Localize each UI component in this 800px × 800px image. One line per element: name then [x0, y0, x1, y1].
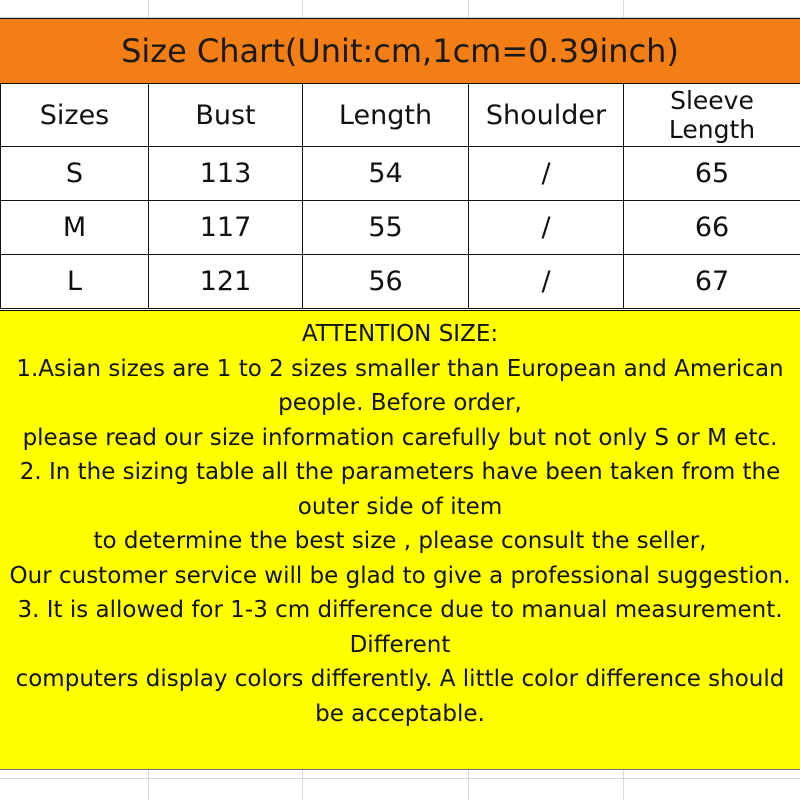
notice-line: Our customer service will be glad to give a professional suggestion.: [9, 562, 791, 589]
size-table: [0, 83, 800, 309]
cell-size: M: [1, 201, 149, 255]
notice-line: 1.Asian sizes are 1 to 2 sizes smaller than European and American: [16, 355, 784, 382]
cell-shoulder: /: [469, 147, 624, 201]
attention-heading: ATTENTION SIZE:: [301, 321, 499, 347]
table-row: [1, 147, 800, 201]
cell-sleeve-length: 67: [624, 255, 800, 309]
cell-length: 54: [303, 147, 469, 201]
header-bust: Bust: [149, 84, 303, 147]
size-chart-title: Size Chart(Unit:cm,1cm=0.39inch): [0, 18, 800, 84]
table-header-row: [1, 84, 800, 147]
cell-shoulder: /: [469, 255, 624, 309]
table-row: [1, 255, 800, 309]
cell-size: L: [1, 255, 149, 309]
notice-line: to determine the best size , please consult the seller,: [93, 528, 707, 554]
cell-sleeve-length: 65: [624, 147, 800, 201]
attention-notice: [0, 310, 800, 770]
cell-length: 55: [303, 201, 469, 255]
notice-line: outer side of item: [297, 493, 503, 520]
cell-bust: 117: [149, 201, 303, 255]
cell-size: S: [1, 147, 149, 201]
header-length: Length: [303, 84, 469, 147]
notice-line: people. Before order,: [278, 390, 522, 416]
notice-line: Different: [349, 631, 451, 658]
notice-line: please read our size information carefully but not only S or M etc.: [22, 424, 778, 451]
cell-shoulder: /: [469, 201, 624, 255]
notice-line: computers display colors differently. A little color difference should: [15, 666, 785, 692]
notice-line: 3. It is allowed for 1-3 cm difference due to manual measurement.: [17, 597, 783, 623]
notice-line: 2. In the sizing table all the parameters have been taken from the: [19, 459, 781, 485]
cell-bust: 113: [149, 147, 303, 201]
cell-length: 56: [303, 255, 469, 309]
header-shoulder: Shoulder: [469, 84, 624, 147]
table-row: [1, 201, 800, 255]
header-sleeve-length: Sleeve Length: [624, 84, 800, 147]
header-sizes: Sizes: [1, 84, 149, 147]
cell-sleeve-length: 66: [624, 201, 800, 255]
cell-bust: 121: [149, 255, 303, 309]
notice-line: be acceptable.: [315, 700, 485, 727]
